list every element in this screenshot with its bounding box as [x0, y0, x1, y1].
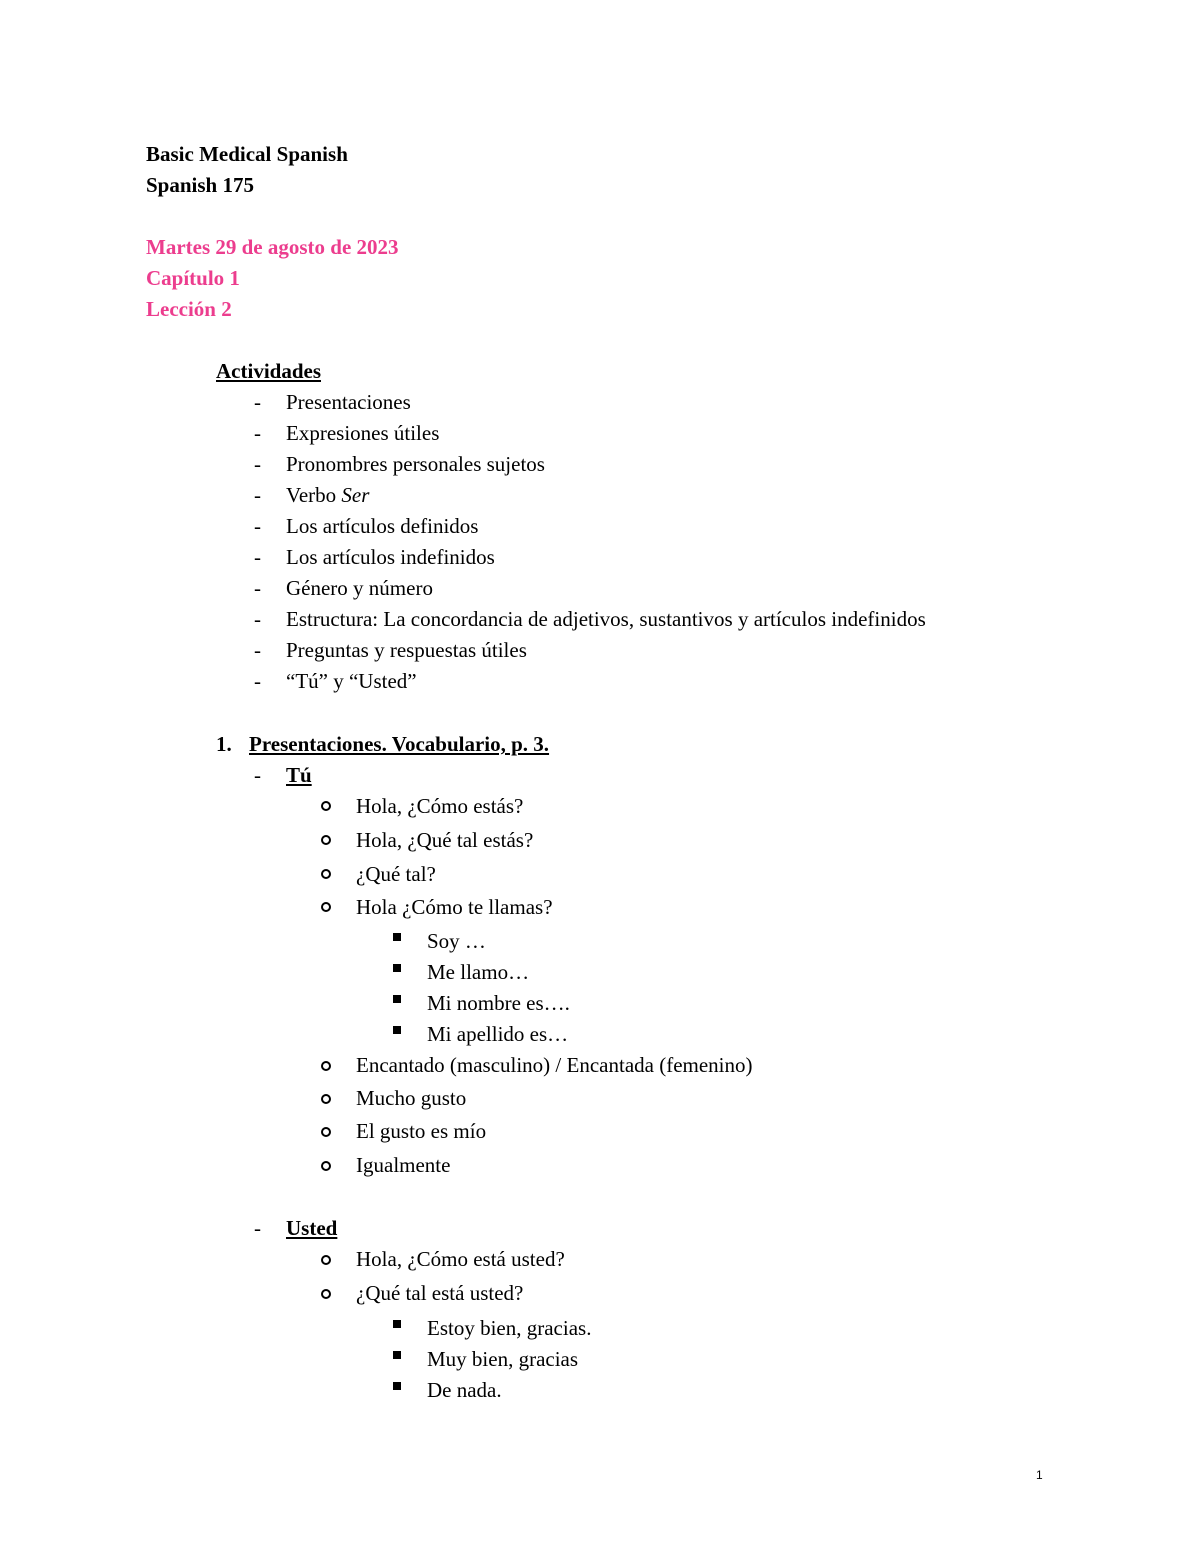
circle-bullet: [321, 1094, 331, 1104]
dash-bullet: -: [254, 483, 261, 507]
sub-list-item: Muy bien, gracias: [427, 1347, 579, 1371]
circle-bullet: [321, 1255, 331, 1265]
circle-bullet: [321, 801, 331, 811]
list-item: ¿Qué tal?: [356, 862, 436, 886]
square-bullet: [393, 1382, 401, 1390]
section-heading: Presentaciones. Vocabulario, p. 3.: [249, 732, 550, 756]
circle-bullet: [321, 1289, 331, 1299]
circle-bullet: [321, 1127, 331, 1137]
usted-label: Usted: [286, 1216, 338, 1240]
square-bullet: [393, 933, 401, 941]
verb-label: Verbo: [286, 483, 342, 507]
document-title: Basic Medical Spanish: [146, 142, 348, 166]
circle-bullet: [321, 1161, 331, 1171]
list-item: Igualmente: [356, 1153, 451, 1177]
sub-list-item: Me llamo…: [427, 960, 530, 984]
dash-bullet: -: [254, 452, 261, 476]
circle-bullet: [321, 869, 331, 879]
dash-bullet: -: [254, 576, 261, 600]
dash-bullet: -: [254, 638, 261, 662]
list-item: ¿Qué tal está usted?: [356, 1281, 524, 1305]
dash-bullet: -: [254, 1216, 261, 1240]
square-bullet: [393, 995, 401, 1003]
page-number: 1: [1036, 1468, 1043, 1482]
list-item: Hola, ¿Cómo estás?: [356, 794, 524, 818]
dash-bullet: -: [254, 421, 261, 445]
circle-bullet: [321, 1061, 331, 1071]
dash-bullet: -: [254, 607, 261, 631]
list-item: Pronombres personales sujetos: [286, 452, 545, 476]
list-item: Preguntas y respuestas útiles: [286, 638, 527, 662]
list-item: Hola, ¿Cómo está usted?: [356, 1247, 565, 1271]
list-item: “Tú” y “Usted”: [286, 669, 417, 693]
square-bullet: [393, 964, 401, 972]
list-item: Los artículos definidos: [286, 514, 479, 538]
list-item: Género y número: [286, 576, 433, 600]
sub-list-item: Estoy bien, gracias.: [427, 1316, 592, 1340]
square-bullet: [393, 1351, 401, 1359]
class-date: Martes 29 de agosto de 2023: [146, 235, 399, 259]
sub-list-item: Mi apellido es…: [427, 1022, 569, 1046]
circle-bullet: [321, 902, 331, 912]
dash-bullet: -: [254, 545, 261, 569]
list-item: Hola ¿Cómo te llamas?: [356, 895, 553, 919]
tu-label: Tú: [286, 763, 312, 787]
dash-bullet: -: [254, 390, 261, 414]
course-number: Spanish 175: [146, 173, 254, 197]
verb-ser: Ser: [341, 483, 370, 507]
list-item: [286, 483, 369, 507]
square-bullet: [393, 1026, 401, 1034]
dash-bullet: -: [254, 514, 261, 538]
dash-bullet: -: [254, 763, 261, 787]
section-number: 1.: [216, 732, 232, 756]
list-item: Estructura: La concordancia de adjetivos, sustantivos y artículos indefinidos: [286, 607, 926, 631]
chapter-label: Capítulo 1: [146, 266, 240, 290]
list-item: Hola, ¿Qué tal estás?: [356, 828, 534, 852]
list-item: El gusto es mío: [356, 1119, 487, 1143]
sub-list-item: Mi nombre es….: [427, 991, 570, 1015]
lesson-label: Lección 2: [146, 297, 232, 321]
list-item: Los artículos indefinidos: [286, 545, 495, 569]
actividades-heading: Actividades: [216, 359, 321, 383]
square-bullet: [393, 1320, 401, 1328]
circle-bullet: [321, 835, 331, 845]
list-item: Mucho gusto: [356, 1086, 467, 1110]
dash-bullet: -: [254, 669, 261, 693]
list-item: Expresiones útiles: [286, 421, 440, 445]
list-item: Encantado (masculino) / Encantada (femenino): [356, 1053, 753, 1077]
sub-list-item: De nada.: [427, 1378, 502, 1402]
sub-list-item: Soy …: [427, 929, 486, 953]
list-item: Presentaciones: [286, 390, 411, 414]
